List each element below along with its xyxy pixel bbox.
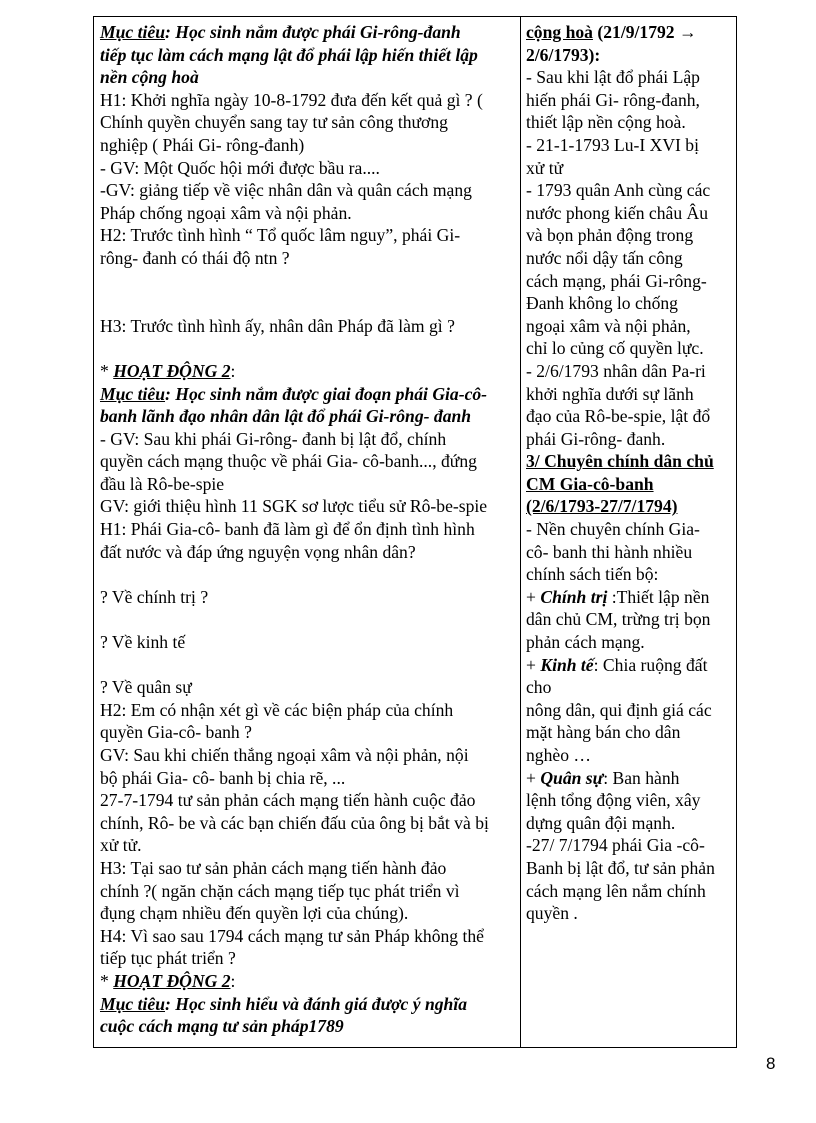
question-line: H1: Phái Gia-cô- banh đã làm gì để ổn định tình hình <box>100 519 475 540</box>
text-line: xử tử. <box>100 835 142 856</box>
activity-heading: * HOẠT ĐỘNG 2: <box>100 970 236 991</box>
text-line: bộ phái Gia- cô- banh bị chia rẽ, ... <box>100 767 346 788</box>
text-line: - 1793 quân Anh cùng các <box>526 180 711 201</box>
section-heading: (2/6/1793-27/7/1794) <box>526 496 678 517</box>
text-line: rông- đanh có thái độ ntn ? <box>100 247 290 268</box>
text-line: Chính quyền chuyển sang tay tư sản công thương <box>100 112 448 133</box>
text-line: ngoại xâm và nội phản, <box>526 315 691 336</box>
policy-line: + Quân sự: Ban hành <box>526 767 680 788</box>
text-line: lệnh tổng động viên, xây <box>526 790 701 811</box>
section-heading: CM Gia-cô-banh <box>526 473 654 494</box>
objective-line: Mục tiêu: Học sinh hiểu và đánh giá được ý nghĩa <box>100 993 468 1014</box>
question-line: H3: Trước tình hình ấy, nhân dân Pháp đã làm gì ? <box>100 315 455 336</box>
question-line: H3: Tại sao tư sản phản cách mạng tiến hành đảo <box>100 857 447 878</box>
text-line: cuộc cách mạng tư sản pháp1789 <box>100 1016 344 1037</box>
column-divider <box>520 17 521 1047</box>
section-heading: 3/ Chuyên chính dân chủ <box>526 451 714 472</box>
question-line: H1: Khởi nghĩa ngày 10-8-1792 đưa đến kết quả gì ? ( <box>100 89 483 110</box>
text-line: nền cộng hoà <box>100 67 199 88</box>
text-line: GV: giới thiệu hình 11 SGK sơ lược tiểu sử Rô-be-spie <box>100 496 488 517</box>
question-line: ? Về quân sự <box>100 677 192 698</box>
text-line: Đanh không lo chống <box>526 293 678 314</box>
text-line: và bọn phản động trong <box>526 225 694 246</box>
text-line: nước phong kiến châu Âu <box>526 202 709 223</box>
text-line: đụng chạm nhiều đến quyền lợi của chúng). <box>100 903 409 924</box>
text-line: banh lãnh đạo nhân dân lật đổ phái Gi-rông- đanh <box>100 406 472 427</box>
text-line: dựng quân đội mạnh. <box>526 812 676 833</box>
text-line: đất nước và đáp ứng nguyện vọng nhân dân? <box>100 541 416 562</box>
text-line: quyền Gia-cô- banh ? <box>100 722 252 743</box>
text-line: nghiệp ( Phái Gi- rông-đanh) <box>100 134 305 155</box>
text-line: - GV: Một Quốc hội mới được bầu ra.... <box>100 157 380 178</box>
lesson-table <box>93 16 737 1048</box>
text-line: - 2/6/1793 nhân dân Pa-ri <box>526 360 706 381</box>
text-line: khởi nghĩa dưới sự lãnh <box>526 383 694 404</box>
question-line: ? Về kinh tế <box>100 632 186 653</box>
text-line: dân chủ CM, trừng trị bọn <box>526 609 711 630</box>
text-line: tiếp tục phát triển ? <box>100 948 236 969</box>
text-line: nghèo … <box>526 745 591 765</box>
page-number: 8 <box>766 1054 776 1073</box>
objective-line: Mục tiêu: Học sinh nắm được giai đoạn phái Gia-cô- <box>100 383 488 404</box>
text-line: chỉ lo củng cố quyền lực. <box>526 338 704 359</box>
text-line: GV: Sau khi chiến thắng ngoại xâm và nội phản, nội <box>100 745 469 765</box>
text-line: cách mạng lên nắm chính <box>526 880 706 901</box>
text-line: mặt hàng bán cho dân <box>526 722 681 743</box>
text-line: - 21-1-1793 Lu-I XVI bị <box>526 134 699 155</box>
text-line: hiến phái Gi- rông-đanh, <box>526 89 700 110</box>
text-line: chính ?( ngăn chặn cách mạng tiếp tục phát triển vì <box>100 880 460 901</box>
text-line: - GV: Sau khi phái Gi-rông- đanh bị lật đổ, chính <box>100 428 447 449</box>
question-line: H4: Vì sao sau 1794 cách mạng tư sản Pháp không thể <box>100 925 484 946</box>
text-line: -GV: giảng tiếp về việc nhân dân và quân cách mạng <box>100 180 472 201</box>
text-line: quyền cách mạng thuộc về phái Gia- cô-banh..., đứng <box>100 451 477 472</box>
text-line: tiếp tục làm cách mạng lật đổ phái lập hiến thiết lập <box>100 44 478 65</box>
text-line: đầu là Rô-be-spie <box>100 473 225 494</box>
text-line: 2/6/1793): <box>526 44 601 65</box>
text-line: đạo của Rô-be-spie, lật đổ <box>526 406 711 427</box>
text-line: quyền . <box>526 903 578 924</box>
text-line: chính, Rô- be và các bạn chiến đấu của ông bị bắt và bị <box>100 812 489 833</box>
text-line: - Nền chuyên chính Gia- <box>526 519 700 540</box>
text-line: phái Gi-rông- đanh. <box>526 428 666 449</box>
text-line: 27-7-1794 tư sản phản cách mạng tiến hành cuộc đảo <box>100 790 476 811</box>
text-line: thiết lập nền cộng hoà. <box>526 112 686 133</box>
text-line: xử tử <box>526 157 564 178</box>
text-line: -27/ 7/1794 phái Gia -cô- <box>526 835 705 856</box>
activity-heading: * HOẠT ĐỘNG 2: <box>100 360 236 381</box>
question-line: H2: Trước tình hình “ Tổ quốc lâm nguy”, phái Gi- <box>100 225 461 246</box>
content-column <box>526 21 732 925</box>
policy-line: + Kinh tế: Chia ruộng đất <box>526 654 708 675</box>
text-line: nước nổi dậy tấn công <box>526 247 683 268</box>
activity-column <box>100 21 514 1038</box>
text-line: cho <box>526 677 552 698</box>
text-line: cô- banh thi hành nhiều <box>526 541 693 562</box>
objective-line: Mục tiêu: Học sinh nắm được phái Gi-rông-đanh <box>100 22 461 42</box>
question-line: H2: Em có nhận xét gì về các biện pháp của chính <box>100 699 454 720</box>
question-line: ? Về chính trị ? <box>100 586 209 607</box>
text-line: Banh bị lật đổ, tư sản phản <box>526 857 715 878</box>
text-line: nông dân, qui định giá các <box>526 699 712 720</box>
text-line: - Sau khi lật đổ phái Lập <box>526 67 700 88</box>
text-line: cách mạng, phái Gi-rông- <box>526 270 707 291</box>
text-line: Pháp chống ngoại xâm và nội phản. <box>100 202 352 223</box>
policy-line: + Chính trị :Thiết lập nền <box>526 586 710 607</box>
section-date-line: cộng hoà (21/9/1792 → <box>526 22 697 42</box>
text-line: phản cách mạng. <box>526 632 645 653</box>
text-line: chính sách tiến bộ: <box>526 564 659 585</box>
